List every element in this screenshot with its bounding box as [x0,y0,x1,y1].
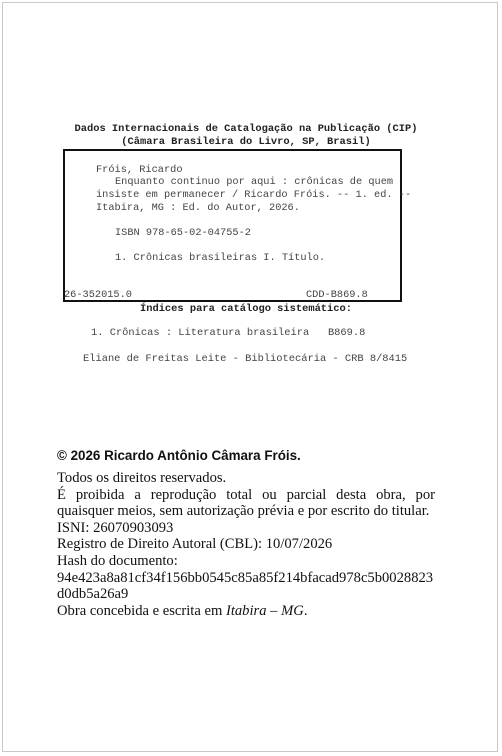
cip-subjects: 1. Crônicas brasileiras I. Título. [115,252,326,264]
cip-author: Fróis, Ricardo [96,164,183,176]
cip-record-box [63,149,412,302]
document-page [2,2,498,752]
cip-heading-line2: (Câmara Brasileira do Livro, SP, Brasil) [121,136,371,148]
prohibition-notice: É proibida a reprodução total ou parcial desta obra, por quaisquer meios, sem autorização prévia e por escrito do titular. [57,486,435,520]
cip-heading-line1: Dados Internacionais de Catalogação na Publicação (CIP) [74,123,418,135]
cip-entry-line3: Itabira, MG : Ed. do Autor, 2026. [96,202,300,214]
librarian-credit: Eliane de Freitas Leite - Bibliotecária - CRB 8/8415 [83,353,408,365]
rights-block [57,470,435,619]
conceived-prefix: Obra concebida e escrita em [57,602,226,619]
cip-isbn: ISBN 978-65-02-04755-2 [115,227,251,239]
cip-cdd: CDD-B869.8 [306,289,368,301]
registration-line: Registro de Direito Autoral (CBL): 10/07/2026 [57,536,333,553]
conceived-place: Itabira – MG [225,602,304,619]
copyright-title: © 2026 Ricardo Antônio Câmara Fróis. [57,448,301,463]
conceived-line [57,603,435,620]
conceived-suffix: . [303,602,308,619]
isni-line: ISNI: 26070903093 [57,519,174,536]
cip-record-number: 26-352015.0 [64,289,132,301]
rights-reserved: Todos os direitos reservados. [57,470,227,486]
indices-entry: 1. Crônicas : Literatura brasileira B869.8 [91,327,366,339]
cip-entry-line1: Enquanto continuo por aqui : crônicas de quem [115,176,394,188]
hash-label: Hash do documento: [57,552,178,569]
hash-value: 94e423a8a81cf34f156bb0545c85a85f214bfacad978c5b0028823d0db5a26a9 [57,569,434,603]
indices-title: Índices para catálogo sistemático: [139,303,352,315]
cip-entry-line2: insiste em permanecer / Ricardo Fróis. -- 1. ed. -- [96,189,412,201]
